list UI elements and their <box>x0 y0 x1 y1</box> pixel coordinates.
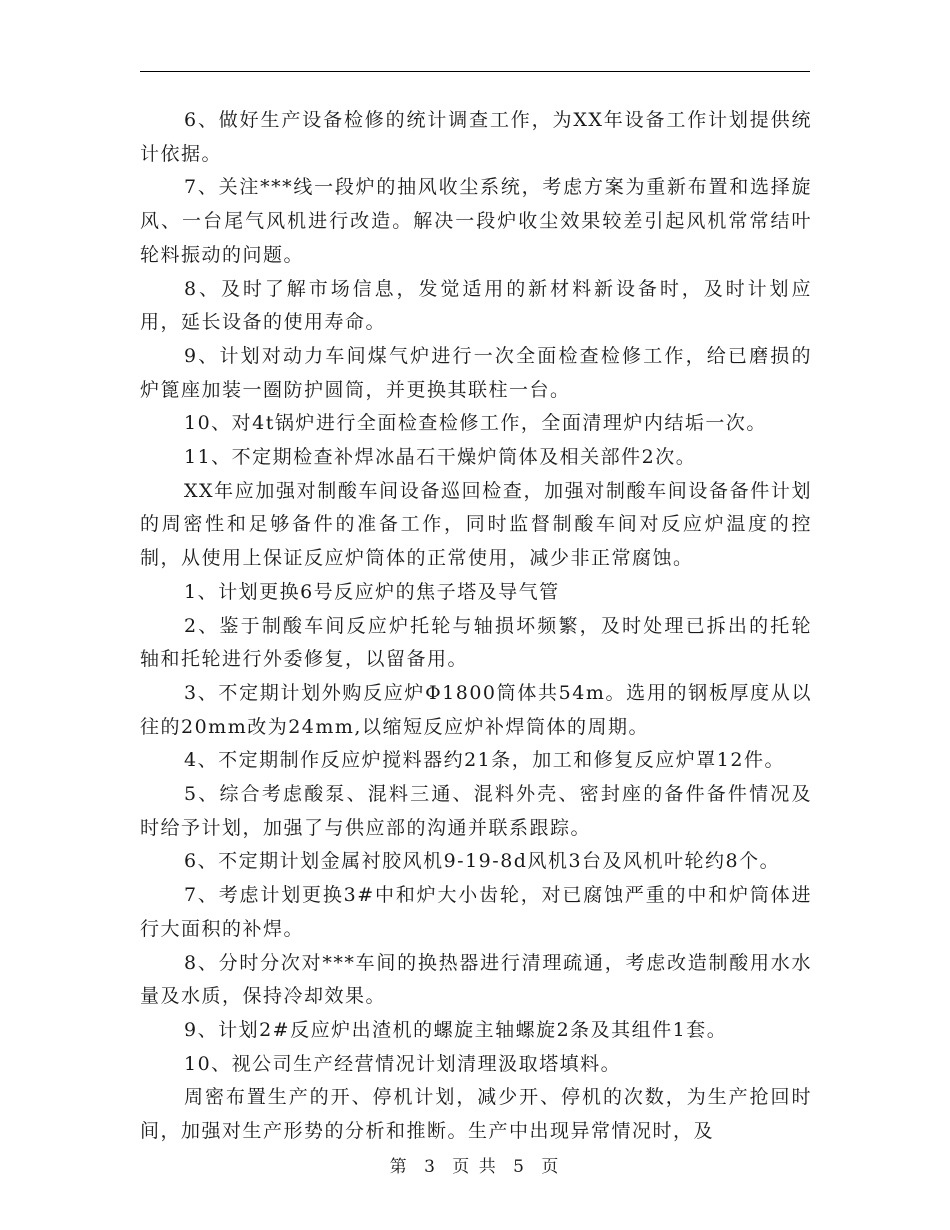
footer-middle: 页 共 <box>452 1157 498 1177</box>
paragraph: 9、计划对动力车间煤气炉进行一次全面检查检修工作，给已磨损的炉篦座加装一圈防护圆筒，并更换其联柱一台。 <box>140 344 812 401</box>
paragraph: 1、计划更换6号反应炉的焦子塔及导气管 <box>184 580 560 603</box>
paragraph: 8、及时了解市场信息，发觉适用的新材料新设备时，及时计划应用，延长设备的使用寿命。 <box>140 277 812 334</box>
header-rule <box>140 71 810 72</box>
paragraph: 10、对4t锅炉进行全面检查检修工作，全面清理炉内结垢一次。 <box>184 412 767 435</box>
body-text <box>140 104 812 1149</box>
paragraph: 6、做好生产设备检修的统计调查工作，为XX年设备工作计划提供统计依据。 <box>140 109 812 165</box>
total-pages: 5 <box>513 1157 526 1177</box>
paragraph: 8、分时分次对***车间的换热器进行清理疏通，考虑改造制酸用水水量及水质，保持冷却效果。 <box>140 951 812 1008</box>
footer-prefix: 第 <box>389 1157 409 1177</box>
paragraph: 7、关注***线一段炉的抽风收尘系统，考虑方案为重新布置和选择旋风、一台尾气风机进行改造。解决一段炉收尘效果较差引起风机常常结叶轮料振动的问题。 <box>140 176 812 266</box>
paragraph: 4、不定期制作反应炉搅料器约21条，加工和修复反应炉罩12件。 <box>184 749 785 772</box>
paragraph: 10、视公司生产经营情况计划清理汲取塔填料。 <box>184 1052 622 1075</box>
paragraph: 5、综合考虑酸泵、混料三通、混料外壳、密封座的备件备件情况及时给予计划，加强了与供应部的沟通并联系跟踪。 <box>140 783 812 839</box>
paragraph: 7、考虑计划更换3#中和炉大小齿轮，对已腐蚀严重的中和炉筒体进行大面积的补焊。 <box>140 884 812 940</box>
paragraph: 3、不定期计划外购反应炉Φ1800筒体共54m。选用的钢板厚度从以往的20mm改为24mm,以缩短反应炉补焊筒体的周期。 <box>140 681 812 738</box>
paragraph: XX年应加强对制酸车间设备巡回检查，加强对制酸车间设备备件计划的周密性和足够备件的准备工作，同时监督制酸车间对反应炉温度的控制，从使用上保证反应炉筒体的正常使用，减少非正常腐蚀。 <box>140 479 812 570</box>
paragraph: 11、不定期检查补焊冰晶石干燥炉筒体及相关部件2次。 <box>184 446 697 469</box>
paragraph: 周密布置生产的开、停机计划，减少开、停机的次数，为生产抢回时间，加强对生产形势的分析和推断。生产中出现异常情况时，及 <box>140 1086 812 1143</box>
page-footer <box>0 1152 950 1177</box>
page-number: 3 <box>424 1157 437 1177</box>
paragraph: 9、计划2#反应炉出渣机的螺旋主轴螺旋2条及其组件1套。 <box>184 1018 728 1041</box>
paragraph: 6、不定期计划金属衬胶风机9-19-8d风机3台及风机叶轮约8个。 <box>184 850 781 873</box>
footer-suffix: 页 <box>541 1157 561 1177</box>
paragraph: 2、鉴于制酸车间反应炉托轮与轴损坏频繁，及时处理已拆出的托轮轴和托轮进行外委修复，以留备用。 <box>140 614 812 671</box>
